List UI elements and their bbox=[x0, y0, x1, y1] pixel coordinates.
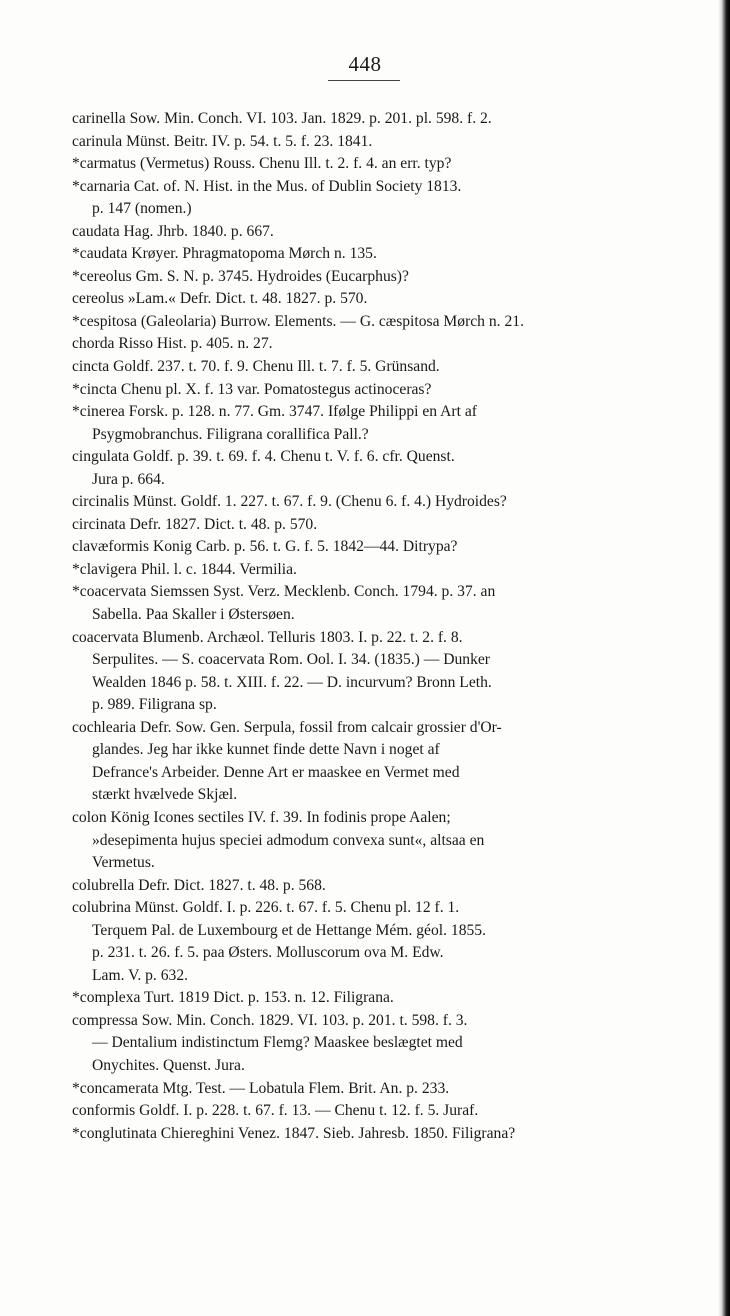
entry-line: cereolus »Lam.« Defr. Dict. t. 48. 1827. p. 570. bbox=[72, 290, 368, 308]
entry-line: carinella Sow. Min. Conch. VI. 103. Jan. 1829. p. 201. pl. 598. f. 2. bbox=[72, 110, 492, 127]
entry-continuation-line: — Dentalium indistinctum Flemg? Maaskee beslægtet med bbox=[92, 1034, 463, 1052]
entry-continuation-line: p. 231. t. 26. f. 5. paa Østers. Molluscorum ova M. Edw. bbox=[92, 944, 444, 962]
page-binding-edge bbox=[718, 0, 730, 1316]
entry-line: *carmatus (Vermetus) Rouss. Chenu Ill. t. 2. f. 4. an err. typ? bbox=[72, 155, 452, 173]
entry-continuation-line: Onychites. Quenst. Jura. bbox=[92, 1056, 245, 1074]
entry-line: *complexa Turt. 1819 Dict. p. 153. n. 12. Filigrana. bbox=[72, 989, 394, 1007]
entry-continuation-line: p. 989. Filigrana sp. bbox=[92, 696, 217, 714]
entry-line: *cinerea Forsk. p. 128. n. 77. Gm. 3747. Ifølge Philippi en Art af bbox=[72, 403, 477, 421]
entry-continuation-line: Sabella. Paa Skaller i Østersøen. bbox=[92, 606, 295, 624]
entry-line: *conglutinata Chiereghini Venez. 1847. Sieb. Jahresb. 1850. Filigrana? bbox=[72, 1124, 516, 1142]
entry-line: colubrina Münst. Goldf. I. p. 226. t. 67. f. 5. Chenu pl. 12 f. 1. bbox=[72, 899, 460, 917]
entry-continuation-line: Vermetus. bbox=[92, 854, 155, 872]
entry-continuation-line: Wealden 1846 p. 58. t. XIII. f. 22. — D. incurvum? Bronn Leth. bbox=[92, 673, 492, 691]
entry-line: *concamerata Mtg. Test. — Lobatula Flem. Brit. An. p. 233. bbox=[72, 1079, 450, 1097]
entry-continuation-line: Serpulites. — S. coacervata Rom. Ool. I. 34. (1835.) — Dunker bbox=[92, 651, 490, 669]
entry-line: chorda Risso Hist. p. 405. n. 27. bbox=[72, 335, 273, 353]
entry-line: cochlearia Defr. Sow. Gen. Serpula, fossil from calcair grossier d'Or- bbox=[72, 718, 502, 736]
entry-line: clavæformis Konig Carb. p. 56. t. G. f. 5. 1842—44. Ditrypa? bbox=[72, 538, 458, 556]
entry-continuation-line: Jura p. 664. bbox=[92, 470, 165, 488]
entry-line: *carnaria Cat. of. N. Hist. in the Mus. of Dublin Society 1813. bbox=[72, 177, 462, 195]
entry-continuation-line: Terquem Pal. de Luxembourg et de Hettange Mém. géol. 1855. bbox=[92, 921, 486, 939]
entry-continuation-line: Lam. V. p. 632. bbox=[92, 966, 189, 984]
entry-line: *cespitosa (Galeolaria) Burrow. Elements. — G. cæspitosa Mørch n. 21. bbox=[72, 312, 524, 330]
entry-line: caudata Hag. Jhrb. 1840. p. 667. bbox=[72, 222, 274, 240]
entry-line: colubrella Defr. Dict. 1827. t. 48. p. 568. bbox=[72, 876, 326, 894]
entry-line: colon König Icones sectiles IV. f. 39. In fodinis prope Aalen; bbox=[72, 808, 451, 826]
entry-continuation-line: »desepimenta hujus speciei admodum convexa sunt«, altsaa en bbox=[92, 831, 485, 849]
entry-line: cincta Goldf. 237. t. 70. f. 9. Chenu Ill. t. 7. f. 5. Grünsand. bbox=[72, 358, 440, 376]
entry-line: circinalis Münst. Goldf. 1. 227. t. 67. f. 9. (Chenu 6. f. 4.) Hydroides? bbox=[72, 493, 507, 511]
entry-line: cingulata Goldf. p. 39. t. 69. f. 4. Chenu t. V. f. 6. cfr. Quenst. bbox=[72, 448, 455, 466]
page-number: 448 bbox=[348, 52, 382, 76]
index-entries bbox=[72, 108, 692, 1145]
entry-continuation-line: Defrance's Arbeider. Denne Art er maaskee en Vermet med bbox=[92, 763, 460, 781]
entry-continuation-line: glandes. Jeg har ikke kunnet finde dette Navn i noget af bbox=[92, 741, 440, 759]
entry-line: *cereolus Gm. S. N. p. 3745. Hydroides (Eucarphus)? bbox=[72, 267, 409, 285]
page-number-rule bbox=[328, 80, 400, 81]
entry-line: *clavigera Phil. l. c. 1844. Vermilia. bbox=[72, 560, 297, 578]
entry-line: *cincta Chenu pl. X. f. 13 var. Pomatostegus actinoceras? bbox=[72, 380, 432, 398]
entry-line: carinula Münst. Beitr. IV. p. 54. t. 5. f. 23. 1841. bbox=[72, 132, 373, 150]
entry-line: conformis Goldf. I. p. 228. t. 67. f. 13. — Chenu t. 12. f. 5. Juraf. bbox=[72, 1102, 479, 1120]
entry-line: coacervata Blumenb. Archæol. Telluris 1803. I. p. 22. t. 2. f. 8. bbox=[72, 628, 463, 646]
entry-continuation-line: Psygmobranchus. Filigrana corallifica Pall.? bbox=[92, 425, 369, 443]
entry-continuation-line: stærkt hvælvede Skjæl. bbox=[92, 786, 238, 804]
entry-line: compressa Sow. Min. Conch. 1829. VI. 103. p. 201. t. 598. f. 3. bbox=[72, 1011, 468, 1029]
entry-line: circinata Defr. 1827. Dict. t. 48. p. 570. bbox=[72, 515, 318, 533]
entry-line: *coacervata Siemssen Syst. Verz. Mecklenb. Conch. 1794. p. 37. an bbox=[72, 583, 496, 601]
entry-continuation-line: p. 147 (nomen.) bbox=[92, 200, 192, 218]
entry-line: *caudata Krøyer. Phragmatopoma Mørch n. 135. bbox=[72, 245, 377, 263]
